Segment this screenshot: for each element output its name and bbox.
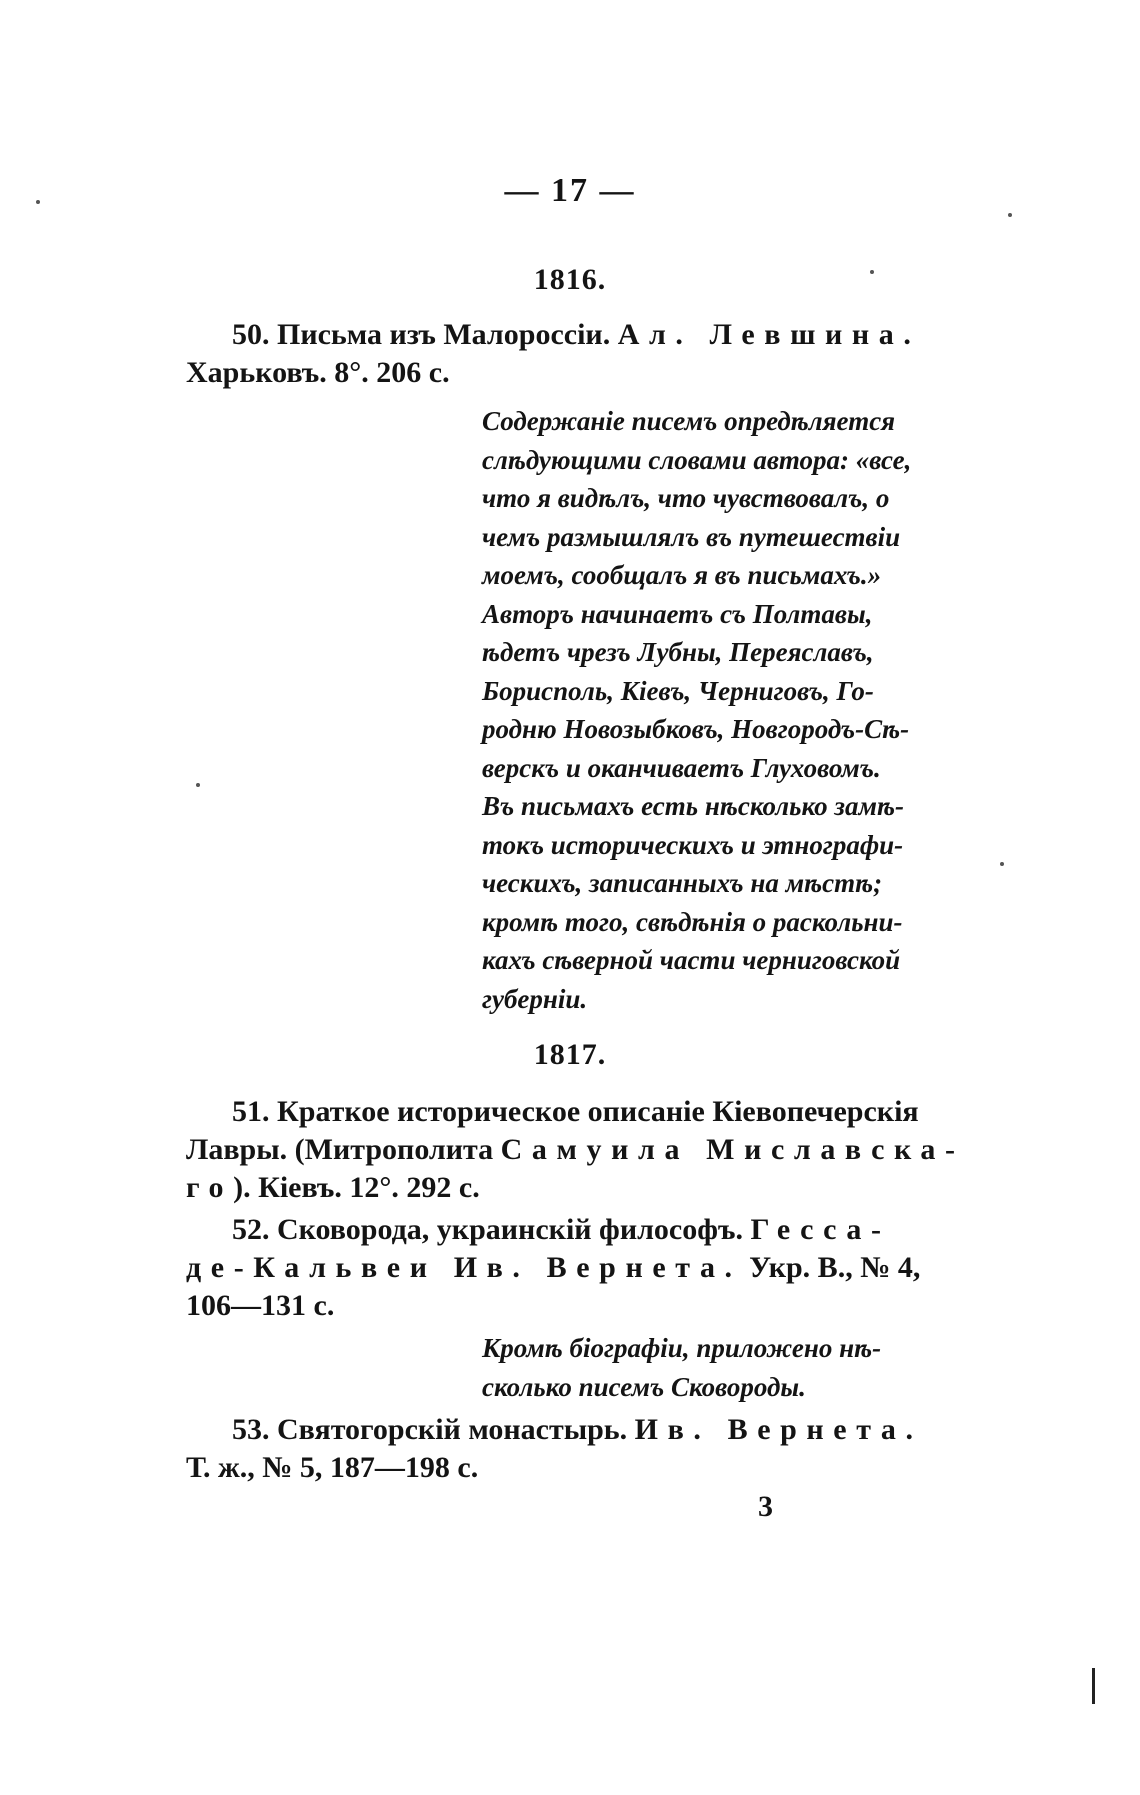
author-name: го (186, 1171, 234, 1204)
annotation-entry-52 (482, 1329, 954, 1406)
scan-speck (1000, 862, 1004, 866)
entry-line (186, 1093, 954, 1131)
annotation-line: Борисполь, Кіевъ, Черниговъ, Го- (482, 675, 874, 706)
annotation-line: чемъ размышлялъ въ путешествіи (482, 521, 901, 552)
annotation-line: ѣдетъ чрезъ Лубны, Переяславъ, (482, 637, 874, 667)
annotation-line: сколько писемъ Сковороды. (482, 1371, 806, 1402)
entry-line (186, 1449, 954, 1487)
annotation-line: кромѣ того, свѣдѣнія о раскольни- (482, 906, 903, 937)
entry-line (186, 1131, 965, 1169)
bibliography-entry-50 (186, 316, 954, 392)
entry-text: 53. Святогорскій монастырь. (232, 1413, 635, 1446)
annotation-entry-50 (482, 402, 954, 1018)
annotation-line: слѣдующими словами автора: «все, (482, 444, 912, 475)
annotation-line: Содержаніе писемъ опредѣляется (482, 406, 896, 436)
annotation-line: Авторъ начинаетъ съ Полтавы, (482, 598, 873, 629)
year-heading-1816: 1816. (533, 263, 607, 296)
entry-text: 106—131 с. (186, 1289, 335, 1322)
entry-line (186, 354, 954, 392)
bibliography-entry-52 (186, 1211, 954, 1325)
year-heading-1817: 1817. (533, 1038, 607, 1071)
annotation-line: моемъ, сообщалъ я въ письмахъ.» (482, 560, 882, 590)
annotation-line: кахъ сѣверной части черниговской (482, 945, 901, 975)
annotation-line: что я видѣлъ, что чувствовалъ, о (482, 483, 890, 513)
scan-speck (870, 270, 874, 274)
entry-line (186, 1287, 954, 1325)
entry-text: 51. Краткое историческое описаніе Кіевопечерскія (232, 1095, 919, 1128)
scan-speck (36, 200, 40, 204)
entry-line (186, 316, 954, 354)
printer-signature-mark: 3 (758, 1490, 773, 1523)
entry-text: 52. Сковорода, украинскій философъ. (232, 1213, 751, 1246)
annotation-line: губерніи. (482, 983, 588, 1014)
entry-text: Харьковъ. 8°. 206 с. (186, 356, 450, 389)
entry-text: ). Кіевъ. 12°. 292 с. (233, 1171, 480, 1204)
entry-text: Т. ж., № 5, 187—198 с. (186, 1451, 479, 1484)
author-name: де-Кальвеи Ив. Вернета. (186, 1251, 742, 1284)
entry-line (186, 1169, 954, 1207)
scan-speck (1008, 213, 1012, 217)
entry-line (186, 1411, 954, 1449)
entry-line (186, 1211, 954, 1249)
annotation-line: Кромѣ біографіи, приложено нѣ- (482, 1333, 882, 1363)
entry-text: 50. Письма изъ Малороссіи. (232, 318, 618, 351)
bibliography-entry-53 (186, 1411, 954, 1487)
author-name: Ив. Вернета. (634, 1413, 923, 1446)
author-name: Ал. Левшина. (617, 318, 921, 351)
annotation-line: ческихъ, записанныхъ на мѣстѣ; (482, 868, 883, 898)
entry-line (186, 1249, 954, 1287)
scan-speck (196, 783, 200, 787)
annotation-line: верскъ и оканчиваетъ Глуховомъ. (482, 752, 881, 783)
scan-edge-mark (1092, 1668, 1095, 1704)
author-name: Самуила Миславска- (500, 1133, 965, 1166)
page-number: — 17 — (504, 172, 636, 209)
author-name: Гесса- (750, 1213, 891, 1246)
entry-text: Укр. В., № 4, (741, 1251, 921, 1284)
entry-text: Лавры. (Митрополита (186, 1133, 501, 1166)
annotation-line: Въ письмахъ есть нѣсколько замѣ- (482, 791, 904, 821)
bibliography-entry-51 (186, 1093, 965, 1207)
annotation-line: родню Новозыбковъ, Новгородъ-Сѣ- (482, 714, 910, 744)
annotation-line: токъ историческихъ и этнографи- (482, 829, 904, 860)
